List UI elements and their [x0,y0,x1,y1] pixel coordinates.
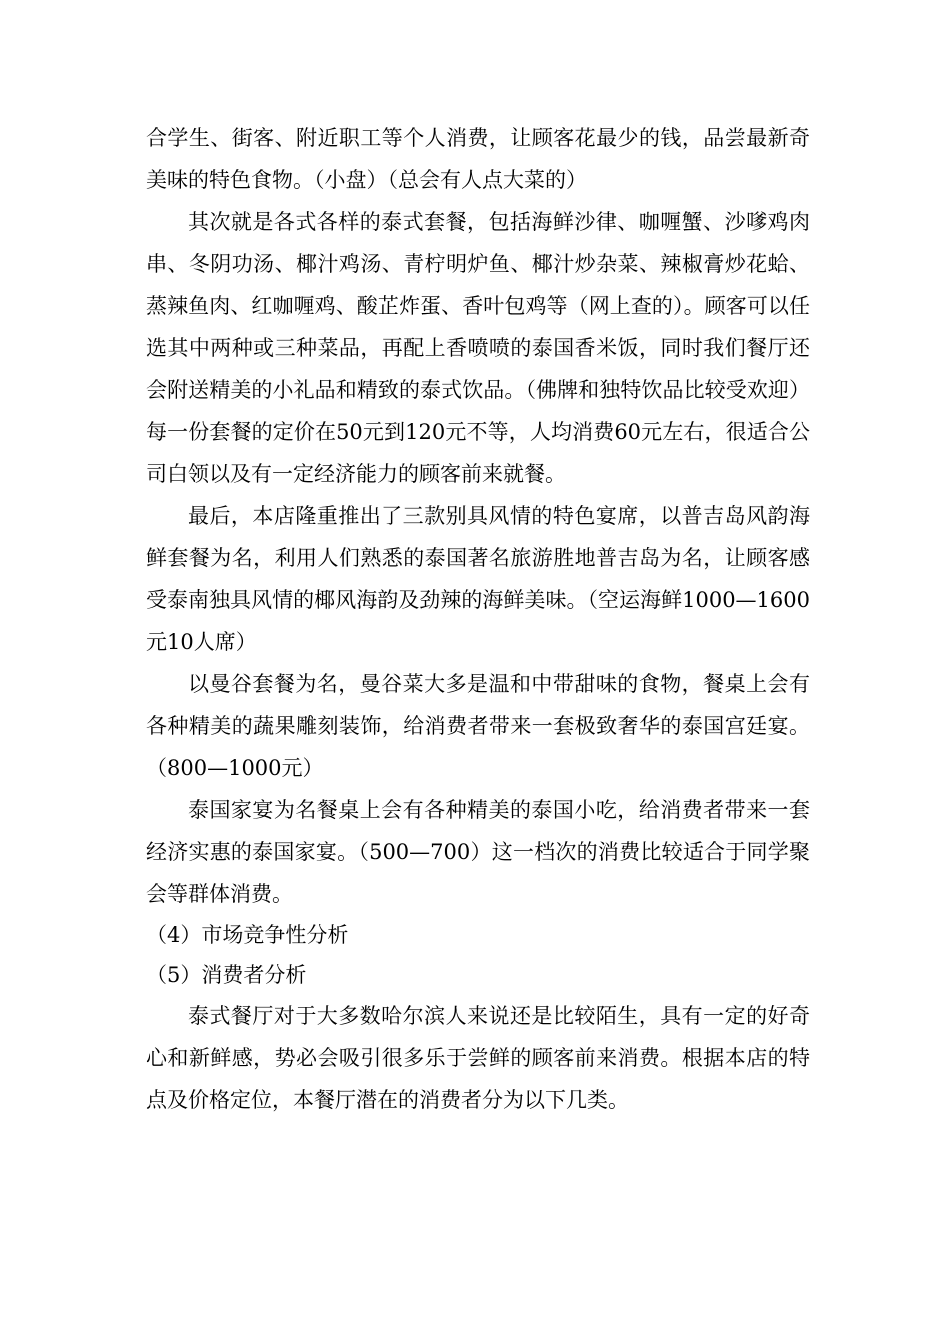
section-heading-consumers: （5）消费者分析 [146,963,307,987]
paragraph-banquet-bangkok: 以曼谷套餐为名，曼谷菜大多是温和中带甜味的食物，餐桌上会有各种精美的蔬果雕刻装饰，给消费者带来一套极致奢华的泰国宫廷宴。（800—1000元） [146,672,810,780]
section-heading-competition: （4）市场竞争性分析 [146,923,349,947]
paragraph-consumer-analysis: 泰式餐厅对于大多数哈尔滨人来说还是比较陌生，具有一定的好奇心和新鲜感，势必会吸引很多乐于尝鲜的顾客前来消费。根据本店的特点及价格定位，本餐厅潜在的消费者分为以下几类。 [146,1004,810,1112]
paragraph-continuation: 合学生、街客、附近职工等个人消费，让顾客花最少的钱，品尝最新奇美味的特色食物。（小盘）（总会有人点大菜的） [146,126,810,192]
paragraph-banquet-phuket: 最后，本店隆重推出了三款别具风情的特色宴席，以普吉岛风韵海鲜套餐为名，利用人们熟悉的泰国著名旅游胜地普吉岛为名，让顾客感受泰南独具风情的椰风海韵及劲辣的海鲜美味。（空运海鲜1000—1600元10人席） [146,504,810,654]
body-text [146,117,810,1121]
paragraph-banquet-family: 泰国家宴为名餐桌上会有各种精美的泰国小吃，给消费者带来一套经济实惠的泰国家宴。（500—700）这一档次的消费比较适合于同学聚会等群体消费。 [146,798,810,906]
paragraph-set-meals: 其次就是各式各样的泰式套餐，包括海鲜沙律、咖喱蟹、沙嗲鸡肉串、冬阴功汤、椰汁鸡汤、青柠明炉鱼、椰汁炒杂菜、辣椒膏炒花蛤、蒸辣鱼肉、红咖喱鸡、酸芷炸蛋、香叶包鸡等（网上查的）。顾客可以任选其中两种或三种菜品，再配上香喷喷的泰国香米饭，同时我们餐厅还会附送精美的小礼品和精致的泰式饮品。（佛牌和独特饮品比较受欢迎）每一份套餐的定价在50元到120元不等，人均消费60元左右，很适合公司白领以及有一定经济能力的顾客前来就餐。 [146,210,810,486]
